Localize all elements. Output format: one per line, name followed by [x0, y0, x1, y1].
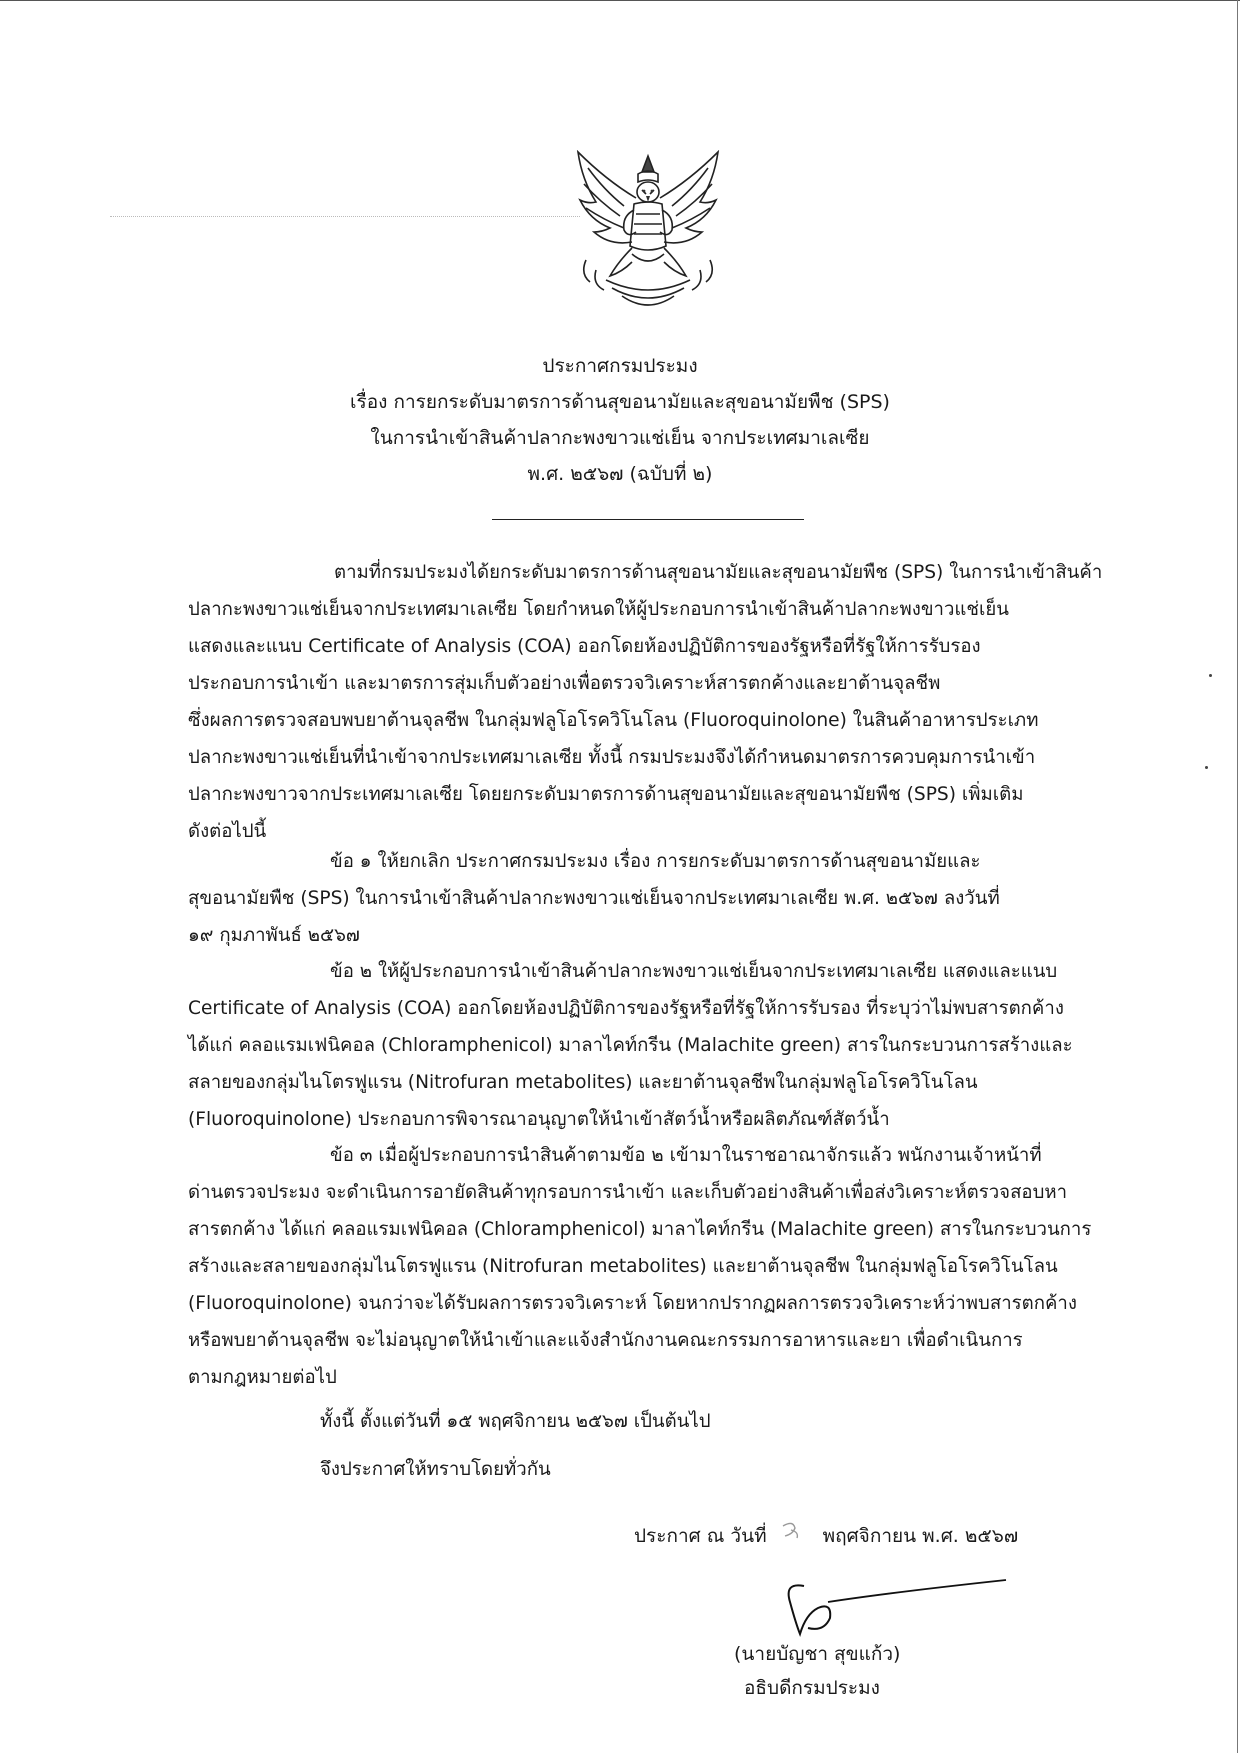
- para1-line: ซึ่งผลการตรวจสอบพบยาต้านจุลชีพ ในกลุ่มฟลูโอโรควิโนโลน (Fluoroquinolone) ในสินค้าอาหารประเภท: [188, 710, 1039, 731]
- announcement-header: ประกาศกรมประมง: [542, 355, 698, 377]
- clause3-line: ข้อ ๓ เมื่อผู้ประกอบการนำสินค้าตามข้อ ๒ เข้ามาในราชอาณาจักรแล้ว พนักงานเจ้าหน้าที่: [330, 1145, 1042, 1166]
- scan-speck: [1205, 766, 1208, 769]
- clause2-line: สลายของกลุ่มไนโตรฟูแรน (Nitrofuran metabolites) และยาต้านจุลชีพในกลุ่มฟลูโอโรควิโนโลน: [188, 1072, 978, 1093]
- clause2-line: ได้แก่ คลอแรมเฟนิคอล (Chloramphenicol) มาลาไคท์กรีน (Malachite green) สารในกระบวนการสร้างและ: [188, 1035, 1073, 1056]
- year-edition: พ.ศ. ๒๕๖๗ (ฉบับที่ ๒): [527, 463, 713, 485]
- para1-line: ดังต่อไปนี้: [188, 821, 267, 842]
- scan-speck: [1209, 674, 1212, 677]
- clause2-line: ข้อ ๒ ให้ผู้ประกอบการนำเข้าสินค้าปลากะพงขาวแช่เย็นจากประเทศมาเลเซีย แสดงและแนบ: [330, 961, 1058, 982]
- scan-edge-right: [1237, 0, 1238, 1753]
- clause3-body: [188, 1181, 1096, 1403]
- clause3-line: สร้างและสลายของกลุ่มไนโตรฟูแรน (Nitrofuran metabolites) และยาต้านจุลชีพ ในกลุ่มฟลูโอโรควิโนโลน: [188, 1256, 1058, 1277]
- signatory-name: (นายบัญชา สุขแก้ว): [734, 1643, 901, 1665]
- clause2-line: Certificate of Analysis (COA) ออกโดยห้องปฏิบัติการของรัฐหรือที่รัฐให้การรับรอง ที่ระบุว่าไม่พบสารตกค้าง: [188, 998, 1064, 1019]
- scan-dotted-artifact: [110, 216, 580, 219]
- scan-edge-top: [0, 0, 1240, 1]
- para1-line: ปลากะพงขาวแช่เย็นที่นำเข้าจากประเทศมาเลเซีย ทั้งนี้ กรมประมงจึงได้กำหนดมาตรการควบคุมการนำเข้า: [188, 747, 1036, 768]
- clause3-line: ตามกฎหมายต่อไป: [188, 1367, 337, 1388]
- clause1-line: ข้อ ๑ ให้ยกเลิก ประกาศกรมประมง เรื่อง การยกระดับมาตรการด้านสุขอนามัยและ: [330, 851, 981, 872]
- effective-date: ทั้งนี้ ตั้งแต่วันที่ ๑๕ พฤศจิกายน ๒๕๖๗ เป็นต้นไป: [320, 1411, 711, 1432]
- para1-line: ปลากะพงขาวแช่เย็นจากประเทศมาเลเซีย โดยกำหนดให้ผู้ประกอบการนำเข้าสินค้าปลากะพงขาวแช่เย็น: [188, 599, 1009, 620]
- handwritten-day: [767, 1518, 823, 1548]
- signature: [774, 1562, 1010, 1642]
- para1-line: แสดงและแนบ Certificate of Analysis (COA) ออกโดยห้องปฏิบัติการของรัฐหรือที่รัฐให้การรับรอง: [188, 636, 981, 657]
- para1-line: ประกอบการนำเข้า และมาตรการสุ่มเก็บตัวอย่างเพื่อตรวจวิเคราะห์สารตกค้างและยาต้านจุลชีพ: [188, 673, 941, 694]
- clause3-line: หรือพบยาต้านจุลชีพ จะไม่อนุญาตให้นำเข้าและแจ้งสำนักงานคณะกรรมการอาหารและยา เพื่อดำเนินการ: [188, 1330, 1023, 1351]
- clause3-line: (Fluoroquinolone) จนกว่าจะได้รับผลการตรวจวิเคราะห์ โดยหากปรากฏผลการตรวจวิเคราะห์ว่าพบสารตกค้าง: [188, 1293, 1077, 1314]
- date-prefix: ประกาศ ณ วันที่: [634, 1525, 767, 1547]
- signatory-title: อธิบดีกรมประมง: [744, 1677, 880, 1699]
- clause1-line: สุขอนามัยพืช (SPS) ในการนำเข้าสินค้าปลากะพงขาวแช่เย็นจากประเทศมาเลเซีย พ.ศ. ๒๕๖๗ ลงวันที่: [188, 888, 1000, 909]
- subject-line: เรื่อง การยกระดับมาตรการด้านสุขอนามัยและสุขอนามัยพืช (SPS): [350, 391, 890, 413]
- clause1-line: ๑๙ กุมภาพันธ์ ๒๕๖๗: [188, 925, 360, 946]
- proclamation: จึงประกาศให้ทราบโดยทั่วกัน: [320, 1459, 551, 1480]
- clause3-line: ด่านตรวจประมง จะดำเนินการอายัดสินค้าทุกรอบการนำเข้า และเก็บตัวอย่างสินค้าเพื่อส่งวิเคราะห์ตรวจสอบหา: [188, 1182, 1068, 1203]
- clause2-line: (Fluoroquinolone) ประกอบการพิจารณาอนุญาตให้นำเข้าสัตว์น้ำหรือผลิตภัณฑ์สัตว์น้ำ: [188, 1109, 890, 1130]
- announcement-date: [634, 1518, 1018, 1548]
- clause3-line: สารตกค้าง ได้แก่ คลอแรมเฟนิคอล (Chloramphenicol) มาลาไคท์กรีน (Malachite green) สารในกระบวนการ: [188, 1219, 1092, 1240]
- garuda-emblem: [566, 150, 730, 315]
- clause2-body: [188, 997, 1096, 1145]
- date-suffix: พฤศจิกายน พ.ศ. ๒๕๖๗: [822, 1525, 1019, 1547]
- para1-line: ปลากะพงขาวจากประเทศมาเลเซีย โดยยกระดับมาตรการด้านสุขอนามัยและสุขอนามัยพืช (SPS) เพิ่มเติม: [188, 784, 1024, 805]
- para1-line: ตามที่กรมประมงได้ยกระดับมาตรการด้านสุขอนามัยและสุขอนามัยพืช (SPS) ในการนำเข้าสินค้า: [334, 562, 1103, 583]
- clause1-body: [188, 887, 1096, 961]
- para1-body: [188, 598, 1096, 857]
- subject-line-2: ในการนำเข้าสินค้าปลากะพงขาวแช่เย็น จากประเทศมาเลเซีย: [370, 427, 870, 449]
- header-divider: [492, 519, 804, 520]
